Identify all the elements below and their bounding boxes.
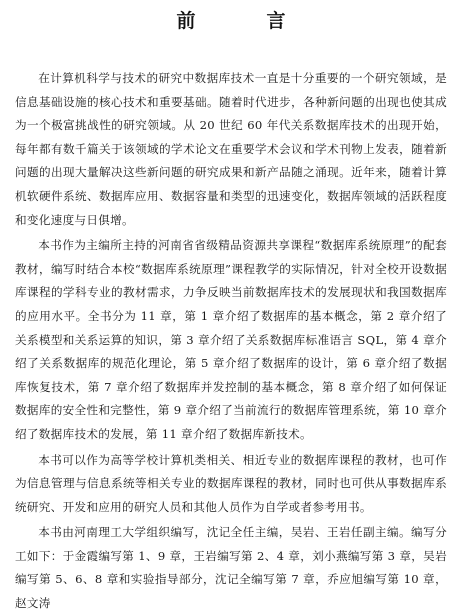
paragraph-1: 在计算机科学与技术的研究中数据库技术一直是十分重要的一个研究领域，是信息基础设施的核心技术和重要基础。随着时代进步，各种新问题的出现也使其成为一个极富挑战性的研究领域。从 20 世纪 60 年代关系数据库技术的出现开始，每年都有数千篇关于该领域的学术论文在重要学术会议和学术刊物上发表，随着新问题的出现大量解决这些新问题的研究成果和新产品随之涌现。近年来，随着计算机软硬件系统、数据库应用、数据容量和类型的迅速变化，数据库领域的活跃程度和变化速度与日俱增。 bbox=[15, 71, 447, 227]
paragraph-4: 本书由河南理工大学组织编写，沈记全任主编，吴岩、王岩任副主编。编写分工如下：于金霞编写第 1、9 章，王岩编写第 2、4 章，刘小燕编写第 3 章，吴岩编写第 5、6、8 章和实验指导部分，沈记全编写第 7 章，乔应旭编写第 10 章，赵文涛 bbox=[15, 525, 447, 611]
page-title: 前 言 bbox=[176, 10, 312, 32]
preface-body bbox=[15, 67, 447, 616]
paragraph-2: 本书作为主编所主持的河南省省级精品资源共享课程“数据库系统原理”的配套教材，编写时结合本校“数据库系统原理”课程教学的实际情况，针对全校开设数据库课程的学科专业的教材需求，力争反映当前数据库技术的发展现状和我国数据库的应用水平。全书分为 11 章，第 1 章介绍了数据库的基本概念，第 2 章介绍了关系模型和关系运算的知识，第 3 章介绍了关系数据库标准语言 SQL，第 4 章介绍了关系数据库的规范化理论，第 5 章介绍了数据库的设计，第 6 章介绍了数据库恢复技术，第 7 章介绍了数据库并发控制的基本概念，第 8 章介绍了如何保证数据库的安全性和完整性，第 9 章介绍了当前流行的数据库管理系统，第 10 章介绍了数据库技术的发展，第 11 章介绍了数据库新技术。 bbox=[15, 238, 447, 441]
paragraph-3: 本书可以作为高等学校计算机类相关、相近专业的数据库课程的教材，也可作为信息管理与信息系统等相关专业的数据库课程的教材，同时也可供从事数据库系统研究、开发和应用的研究人员和其他人员作为自学或者参考用书。 bbox=[15, 452, 447, 514]
